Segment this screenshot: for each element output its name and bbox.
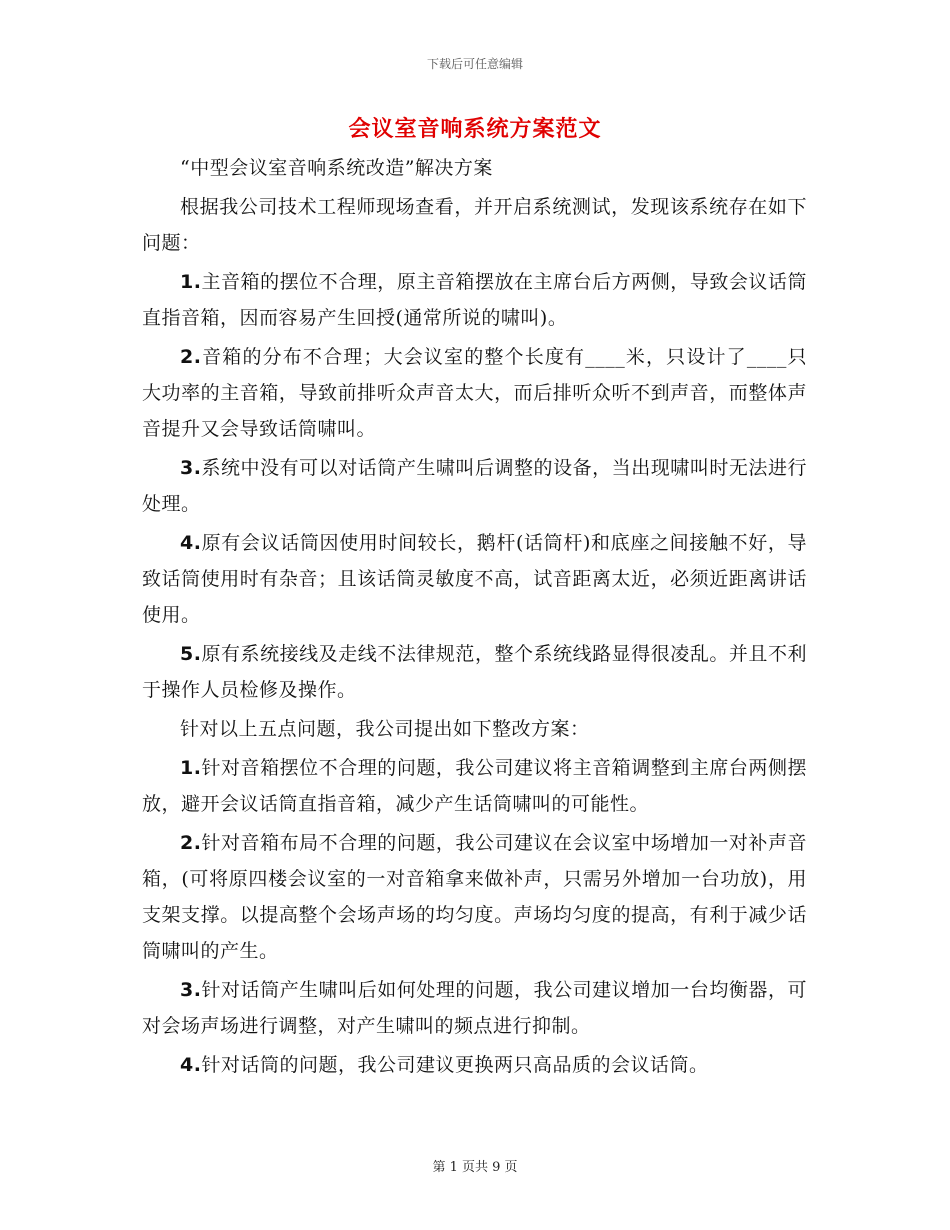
paragraph — [142, 636, 807, 711]
page-footer: 第 1 页共 9 页 — [432, 1160, 518, 1175]
paragraph — [142, 339, 807, 450]
header-note: 下载后可任意编辑 — [426, 57, 523, 71]
document-title: 会议室音响系统方案范文 — [348, 117, 602, 142]
paragraph — [142, 711, 807, 750]
paragraph — [142, 525, 807, 636]
paragraph — [142, 1047, 807, 1086]
item-number: 3. — [180, 457, 202, 479]
paragraph-text: 针对话筒产生啸叫后如何处理的问题，我公司建议增加一台均衡器，可对会场声场进行调整，对产生啸叫的频点进行抑制。 — [142, 979, 807, 1037]
item-number: 2. — [180, 346, 202, 368]
item-number: 1. — [180, 271, 202, 293]
paragraph — [142, 264, 807, 339]
paragraph-text: 针对话筒的问题，我公司建议更换两只高品质的会议话筒。 — [201, 1054, 709, 1076]
paragraph — [142, 750, 807, 825]
paragraph-text: 原有会议话筒因使用时间较长，鹅杆(话筒杆)和底座之间接触不好，导致话筒使用时有杂音；且该话筒灵敏度不高，试音距离太近，必须近距离讲话使用。 — [142, 532, 807, 626]
item-number: 2. — [180, 832, 202, 854]
paragraph — [142, 825, 807, 972]
paragraph — [142, 189, 807, 264]
paragraph-text: 针对音箱布局不合理的问题，我公司建议在会议室中场增加一对补声音箱，(可将原四楼会议室的一对音箱拿来做补声，只需另外增加一台功放)，用支架支撑。以提高整个会场声场的均匀度。声场均匀度的提高，有利于减少话筒啸叫的产生。 — [142, 832, 807, 962]
paragraph — [142, 450, 807, 525]
paragraph-text: 针对音箱摆位不合理的问题，我公司建议将主音箱调整到主席台两侧摆放，避开会议话筒直指音箱，减少产生话筒啸叫的可能性。 — [142, 757, 807, 815]
item-number: 5. — [180, 643, 202, 665]
paragraph-text: “中型会议室音响系统改造”解决方案 — [180, 157, 493, 179]
paragraph — [142, 972, 807, 1047]
paragraph-text: 系统中没有可以对话筒产生啸叫后调整的设备，当出现啸叫时无法进行处理。 — [142, 457, 807, 515]
item-number: 3. — [180, 979, 202, 1001]
paragraph-text: 针对以上五点问题，我公司提出如下整改方案： — [180, 718, 590, 740]
item-number: 1. — [180, 757, 202, 779]
item-number: 4. — [180, 532, 202, 554]
paragraph-text: 主音箱的摆位不合理，原主音箱摆放在主席台后方两侧，导致会议话筒直指音箱，因而容易产生回授(通常所说的啸叫)。 — [142, 271, 807, 329]
paragraph-text: 音箱的分布不合理；大会议室的整个长度有____米，只设计了____只大功率的主音箱，导致前排听众声音太大，而后排听众听不到声音，而整体声音提升又会导致话筒啸叫。 — [142, 346, 807, 440]
item-number: 4. — [180, 1054, 202, 1076]
paragraph — [142, 150, 807, 189]
document-body — [142, 150, 807, 1086]
paragraph-text: 根据我公司技术工程师现场查看，并开启系统测试，发现该系统存在如下问题： — [142, 196, 807, 254]
paragraph-text: 原有系统接线及走线不法律规范，整个系统线路显得很凌乱。并且不利于操作人员检修及操作。 — [142, 643, 807, 701]
